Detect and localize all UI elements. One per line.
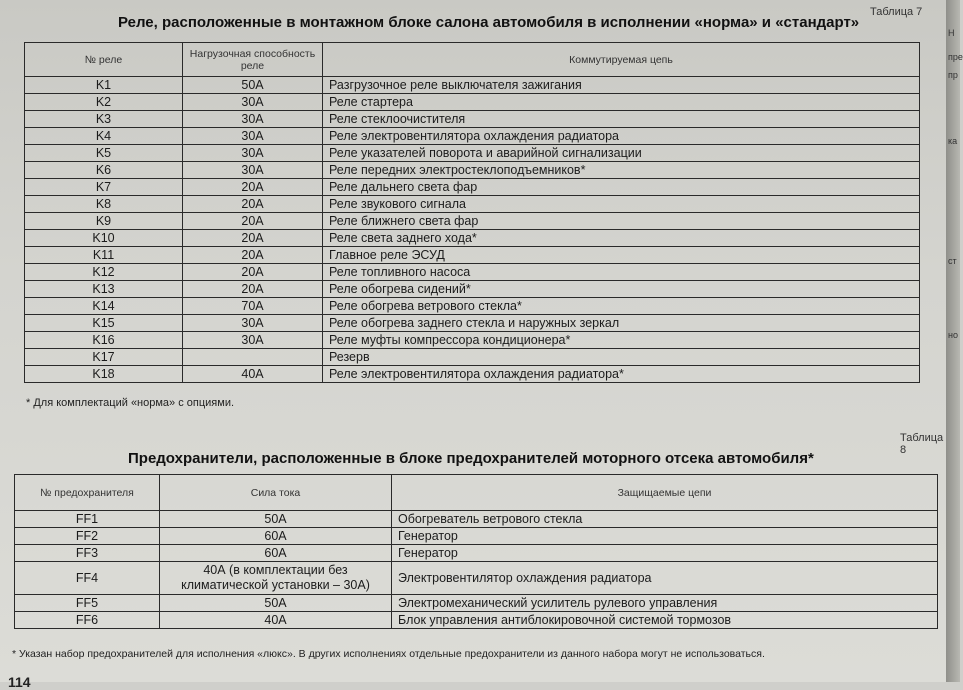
fuse-cell-description: Блок управления антиблокировочной системой тормозов xyxy=(392,612,938,629)
relay-cell-description: Реле дальнего света фар xyxy=(323,179,920,196)
relay-cell-value: 30A xyxy=(183,162,323,179)
relay-cell-id: K5 xyxy=(25,145,183,162)
relay-row xyxy=(25,196,920,213)
relay-cell-id: K6 xyxy=(25,162,183,179)
relay-row xyxy=(25,264,920,281)
fuse-cell-description: Электровентилятор охлаждения радиатора xyxy=(392,562,938,595)
relay-cell-id: K17 xyxy=(25,349,183,366)
header-current: Сила тока xyxy=(160,475,392,511)
relay-cell-id: K1 xyxy=(25,77,183,94)
fuse-cell-description: Обогреватель ветрового стекла xyxy=(392,511,938,528)
fuse-cell-id: FF4 xyxy=(15,562,160,595)
relay-cell-id: K10 xyxy=(25,230,183,247)
relay-cell-value: 20A xyxy=(183,213,323,230)
relay-cell-description: Разгрузочное реле выключателя зажигания xyxy=(323,77,920,94)
relay-cell-id: K3 xyxy=(25,111,183,128)
relay-cell-value: 30A xyxy=(183,94,323,111)
adjacent-page-fragment: пр xyxy=(948,70,958,80)
adjacent-page-fragment: Н xyxy=(948,28,955,38)
relay-cell-value: 30A xyxy=(183,145,323,162)
fuse-cell-description: Электромеханический усилитель рулевого управления xyxy=(392,595,938,612)
relay-cell-id: K4 xyxy=(25,128,183,145)
relay-cell-description: Реле обогрева сидений* xyxy=(323,281,920,298)
relay-row xyxy=(25,366,920,383)
relay-cell-description: Реле света заднего хода* xyxy=(323,230,920,247)
table7-label: Таблица 7 xyxy=(870,6,923,18)
relay-cell-id: K9 xyxy=(25,213,183,230)
relay-cell-description: Реле ближнего света фар xyxy=(323,213,920,230)
relay-cell-value xyxy=(183,349,323,366)
relay-cell-value: 70A xyxy=(183,298,323,315)
relay-cell-description: Реле стартера xyxy=(323,94,920,111)
adjacent-page-fragment: ст xyxy=(948,256,957,266)
relay-cell-id: K12 xyxy=(25,264,183,281)
fuse-cell-value: 60A xyxy=(160,528,392,545)
fuse-row xyxy=(15,595,938,612)
relay-row xyxy=(25,213,920,230)
relay-cell-value: 50A xyxy=(183,77,323,94)
fuse-cell-id: FF3 xyxy=(15,545,160,562)
relay-cell-value: 20A xyxy=(183,247,323,264)
relay-cell-value: 20A xyxy=(183,196,323,213)
table7-title: Реле, расположенные в монтажном блоке салона автомобиля в исполнении «норма» и «стандарт» xyxy=(118,14,860,31)
relay-cell-value: 30A xyxy=(183,128,323,145)
fuse-table-header xyxy=(15,475,938,511)
adjacent-page-fragment: ка xyxy=(948,136,958,146)
relay-table xyxy=(24,42,920,383)
relay-cell-id: K18 xyxy=(25,366,183,383)
relay-row xyxy=(25,94,920,111)
relay-row xyxy=(25,162,920,179)
fuse-row xyxy=(15,562,938,595)
relay-cell-value: 30A xyxy=(183,111,323,128)
relay-cell-description: Резерв xyxy=(323,349,920,366)
table8-footnote: * Указан набор предохранителей для исполнения «люкс». В других исполнениях отдельные предохранители из данного набора могут не использоваться. xyxy=(12,648,765,660)
fuse-cell-value: 50A xyxy=(160,511,392,528)
relay-cell-description: Реле муфты компрессора кондиционера* xyxy=(323,332,920,349)
relay-cell-value: 30A xyxy=(183,315,323,332)
table8-label: Таблица 8 xyxy=(900,432,944,456)
relay-cell-description: Реле звукового сигнала xyxy=(323,196,920,213)
relay-cell-description: Реле указателей поворота и аварийной сигнализации xyxy=(323,145,920,162)
fuse-cell-value: 40А (в комплектации без климатической установки – 30А) xyxy=(160,562,392,595)
relay-cell-id: K14 xyxy=(25,298,183,315)
relay-cell-id: K7 xyxy=(25,179,183,196)
fuse-cell-value: 50A xyxy=(160,595,392,612)
relay-row xyxy=(25,128,920,145)
relay-cell-id: K11 xyxy=(25,247,183,264)
relay-cell-description: Реле обогрева заднего стекла и наружных зеркал xyxy=(323,315,920,332)
fuse-cell-id: FF2 xyxy=(15,528,160,545)
relay-cell-description: Реле электровентилятора охлаждения радиатора xyxy=(323,128,920,145)
relay-cell-value: 30A xyxy=(183,332,323,349)
header-capacity: Нагрузочная способность реле xyxy=(183,43,323,77)
adjacent-page-fragment: но xyxy=(948,330,958,340)
fuse-cell-id: FF5 xyxy=(15,595,160,612)
relay-cell-id: K8 xyxy=(25,196,183,213)
adjacent-page-fragment: пре xyxy=(948,52,963,62)
relay-cell-id: K15 xyxy=(25,315,183,332)
relay-cell-id: K13 xyxy=(25,281,183,298)
relay-row xyxy=(25,332,920,349)
table7-footnote: * Для комплектаций «норма» с опциями. xyxy=(26,397,235,409)
relay-cell-id: K2 xyxy=(25,94,183,111)
relay-cell-description: Реле обогрева ветрового стекла* xyxy=(323,298,920,315)
fuse-cell-value: 40A xyxy=(160,612,392,629)
relay-cell-value: 20A xyxy=(183,264,323,281)
header-protected: Защищаемые цепи xyxy=(392,475,938,511)
relay-cell-description: Реле электровентилятора охлаждения радиатора* xyxy=(323,366,920,383)
fuse-cell-value: 60A xyxy=(160,545,392,562)
relay-cell-description: Реле топливного насоса xyxy=(323,264,920,281)
header-fuse-no: № предохранителя xyxy=(15,475,160,511)
header-circuit: Коммутируемая цепь xyxy=(323,43,920,77)
fuse-row xyxy=(15,612,938,629)
relay-row xyxy=(25,179,920,196)
relay-cell-description: Главное реле ЭСУД xyxy=(323,247,920,264)
relay-cell-value: 40A xyxy=(183,366,323,383)
fuse-row xyxy=(15,528,938,545)
relay-table-header xyxy=(25,43,920,77)
fuse-row xyxy=(15,545,938,562)
fuse-cell-description: Генератор xyxy=(392,545,938,562)
fuse-cell-id: FF6 xyxy=(15,612,160,629)
header-relay-no: № реле xyxy=(25,43,183,77)
relay-row xyxy=(25,145,920,162)
relay-cell-description: Реле передних электростеклоподъемников* xyxy=(323,162,920,179)
relay-row xyxy=(25,315,920,332)
fuse-table xyxy=(14,474,938,629)
relay-cell-value: 20A xyxy=(183,281,323,298)
relay-row xyxy=(25,111,920,128)
relay-row xyxy=(25,77,920,94)
fuse-cell-id: FF1 xyxy=(15,511,160,528)
relay-cell-id: K16 xyxy=(25,332,183,349)
fuse-cell-description: Генератор xyxy=(392,528,938,545)
relay-row xyxy=(25,230,920,247)
relay-row xyxy=(25,349,920,366)
table8-title: Предохранители, расположенные в блоке предохранителей моторного отсека автомобиля* xyxy=(128,450,814,467)
relay-cell-value: 20A xyxy=(183,179,323,196)
page-number: 114 xyxy=(8,674,31,690)
relay-cell-value: 20A xyxy=(183,230,323,247)
adjacent-page-edge xyxy=(946,0,963,682)
relay-row xyxy=(25,281,920,298)
relay-cell-description: Реле стеклоочистителя xyxy=(323,111,920,128)
relay-row xyxy=(25,298,920,315)
fuse-row xyxy=(15,511,938,528)
relay-row xyxy=(25,247,920,264)
